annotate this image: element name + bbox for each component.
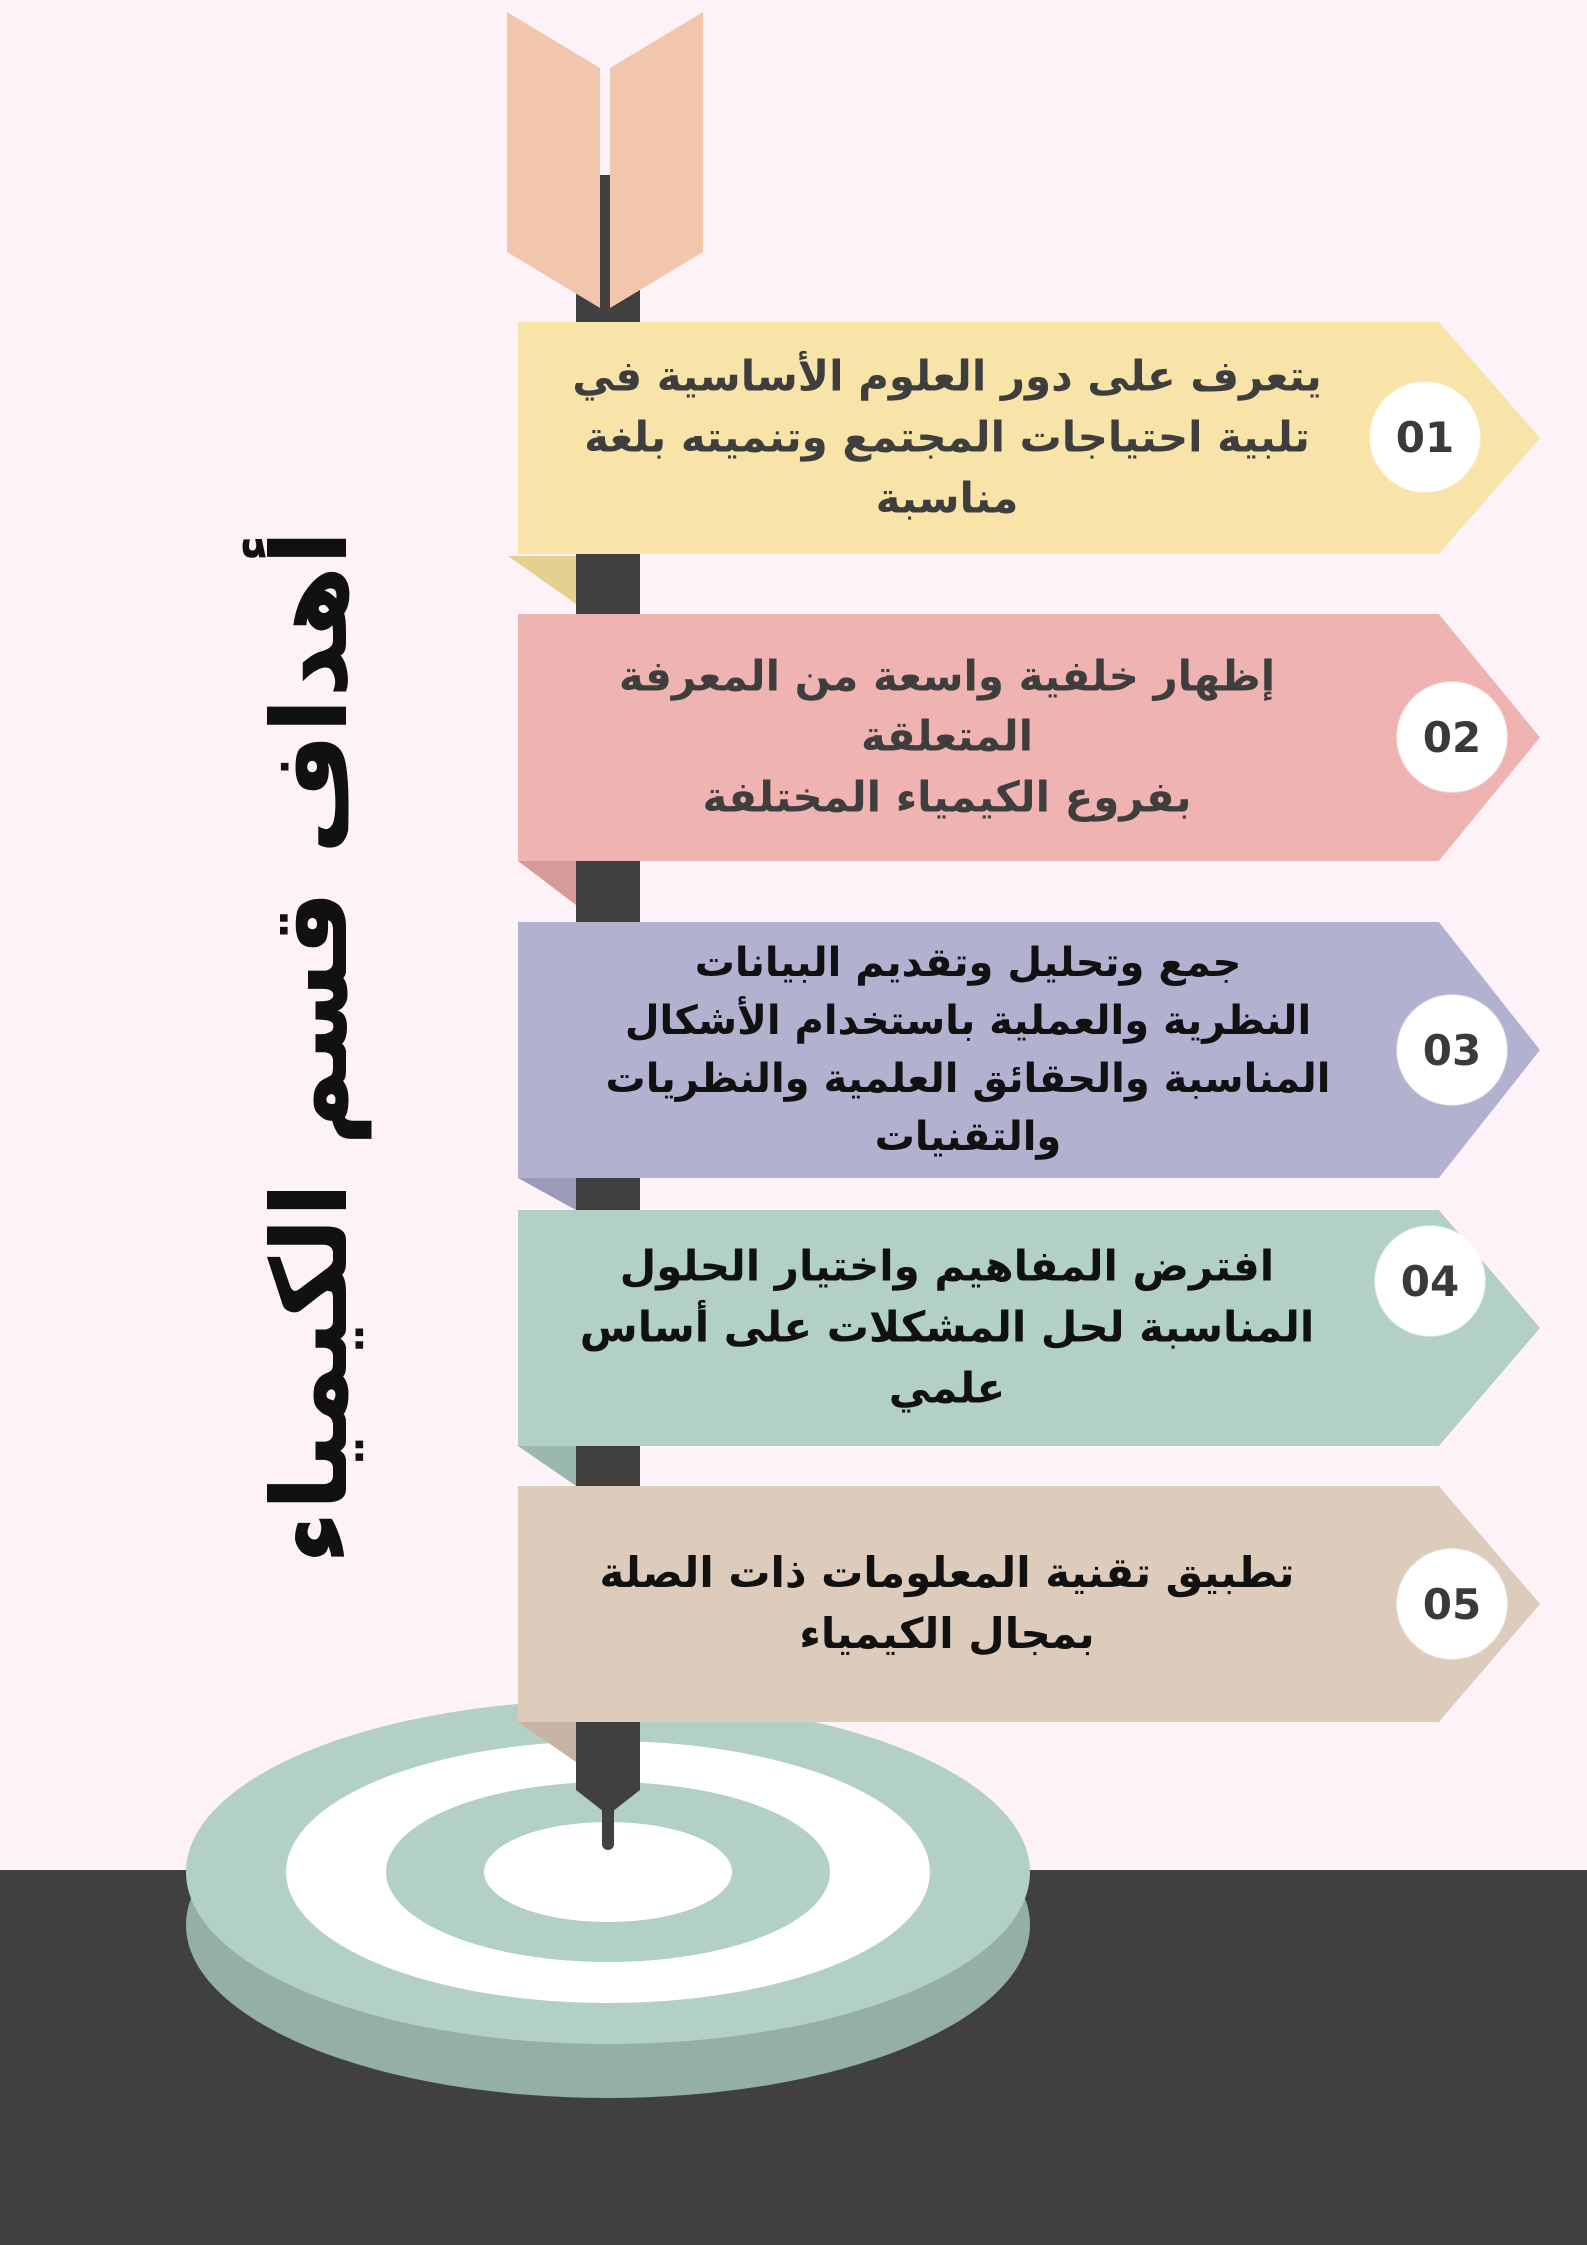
goal-card-2 <box>518 614 1540 861</box>
arrow-fletching-left <box>507 12 600 308</box>
goal-card-5 <box>518 1486 1540 1722</box>
arrow-nock <box>600 175 610 308</box>
goal-text: افترض المفاهيم واختيار الحلول المناسبة لحل المشكلات على أساس علمي <box>579 1241 1315 1413</box>
goal-card-1 <box>518 322 1540 554</box>
arrow-tip-needle <box>602 1792 614 1850</box>
page-title: أهداف قسم الكيمياء <box>249 530 371 1565</box>
goal-number-badge: 03 <box>1397 995 1507 1105</box>
arrow-fletching-right <box>610 12 703 308</box>
goal-number-badge: 02 <box>1397 682 1507 792</box>
goal-1-fold <box>508 556 576 604</box>
goal-2-fold <box>518 861 576 905</box>
goal-3-fold <box>518 1178 576 1210</box>
goal-text: تطبيق تقنية المعلومات ذات الصلة بمجال الكيمياء <box>599 1548 1295 1658</box>
goal-number-badge: 05 <box>1397 1549 1507 1659</box>
goal-card-3 <box>518 922 1540 1178</box>
goal-text: يتعرف على دور العلوم الأساسية في تلبية احتياجات المجتمع وتنميته بلغة مناسبة <box>572 351 1322 523</box>
goal-number-badge: 04 <box>1375 1226 1485 1336</box>
goal-text: جمع وتحليل وتقديم البيانات النظرية والعملية باستخدام الأشكال المناسبة والحقائق العلمية والنظريات والتقنيات <box>605 940 1331 1160</box>
goal-number-badge: 01 <box>1370 382 1480 492</box>
goal-card-4 <box>518 1210 1540 1446</box>
goal-4-fold <box>518 1446 576 1486</box>
goal-text: إظهار خلفية واسعة من المعرفة المتعلقة بفروع الكيمياء المختلفة <box>618 651 1276 822</box>
